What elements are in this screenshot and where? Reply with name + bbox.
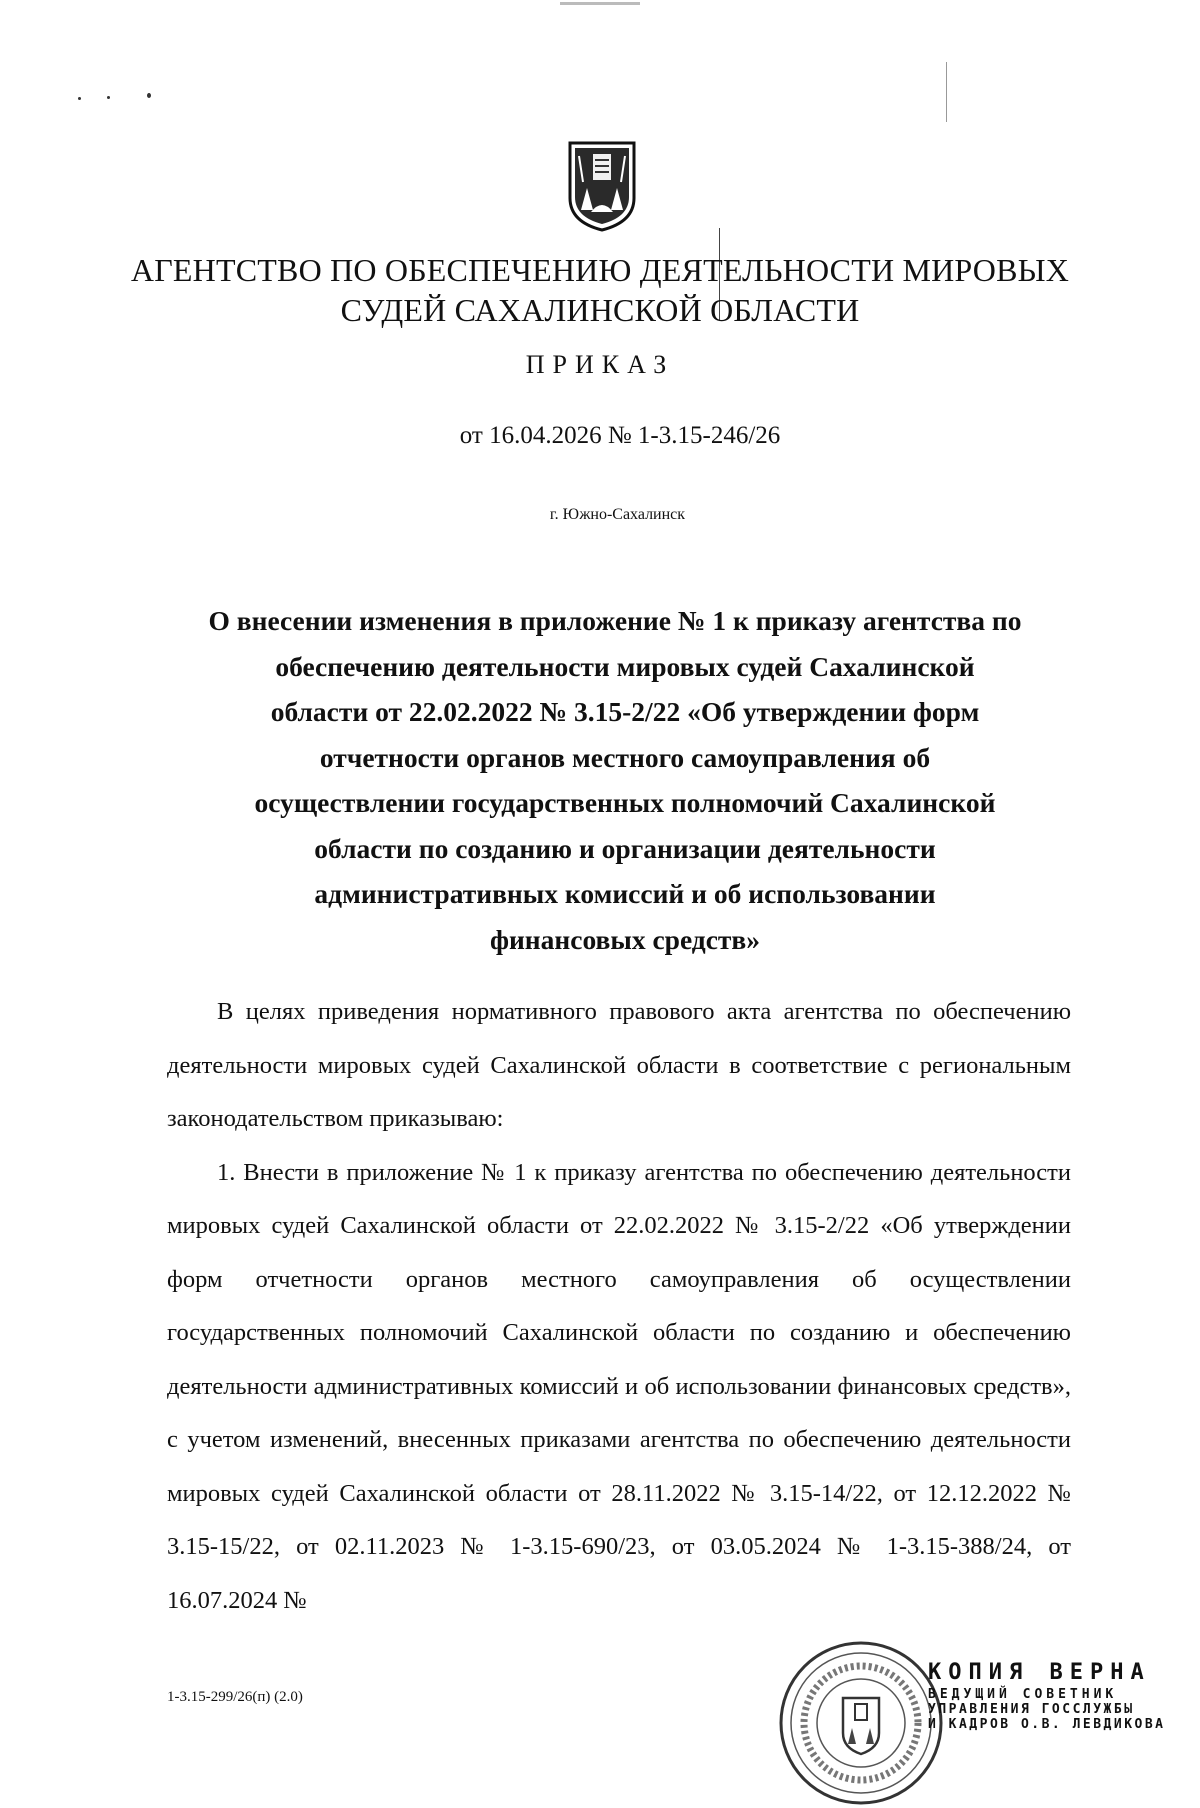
document-body [167,985,1071,1627]
scan-mark [560,2,640,5]
body-paragraph: В целях приведения нормативного правового акта агентства по обеспечению деятельности мировых судей Сахалинской области в соответствие с региональным законодательством приказываю: [167,998,1071,1132]
subject-line: осуществлении государственных полномочий Сахалинской [254,787,996,818]
scan-line [946,62,947,122]
subject-line: обеспечению деятельности мировых судей Сахалинской [275,650,975,682]
subject-line: области по созданию и организации деятельности [314,832,936,864]
agency-name-line1: АГЕНТСТВО ПО ОБЕСПЕЧЕНИЮ ДЕЯТЕЛЬНОСТИ МИРОВЫХ [130,252,1070,288]
scan-speck [147,93,151,98]
subject-line: административных комиссий и об использовании [314,878,936,909]
subject-line: области от 22.02.2022 № 3.15-2/22 «Об утверждении форм [270,696,980,727]
document-subject [160,598,1090,962]
subject-line: финансовых средств» [489,923,761,955]
scan-speck [107,96,110,99]
certified-copy-title: КОПИЯ ВЕРНА [928,1660,1151,1685]
body-paragraph: 1. Внести в приложение № 1 к приказу агентства по обеспечению деятельности мировых судей Сахалинской области от 22.02.2022 № 3.15-2/22 «Об утверждении форм отчетности органов местного самоуправления об осуществлении государственных полномочий Сахалинской области по созданию и обеспечению деятельности административных комиссий и об использовании финансовых средств», с учетом изменений, внесенных приказами агентства по обеспечению деятельности мировых судей Сахалинской области от 28.11.2022 № 3.15-14/22, от 12.12.2022 № 3.15-15/22, от 02.11.2023 № 1-3.15-690/23, от 03.05.2024 № 1-3.15-388/24, от 16.07.2024 № [167,1158,1071,1614]
coat-of-arms-icon [567,140,637,232]
document-type: ПРИКАЗ [525,350,675,379]
certifier-department: УПРАВЛЕНИЯ ГОССЛУЖБЫ [928,1702,1135,1717]
document-city: г. Южно-Сахалинск [549,506,686,523]
scan-speck [78,97,81,100]
document-reference: 1-3.15-299/26(п) (2.0) [167,1689,303,1705]
certifier-position: ВЕДУЩИЙ СОВЕТНИК [928,1687,1118,1702]
subject-line: отчетности органов местного самоуправления об [319,741,931,773]
agency-name-line2: СУДЕЙ САХАЛИНСКОЙ ОБЛАСТИ [340,292,860,328]
certified-copy-block [928,1660,1166,1732]
certifier-name: И КАДРОВ О.В. ЛЕВДИКОВА [928,1717,1166,1732]
document-date-number: от 16.04.2026 № 1-3.15-246/26 [459,422,781,449]
subject-line: О внесении изменения в приложение № 1 к приказу агентства по [208,605,1022,636]
official-seal-icon [776,1638,946,1808]
